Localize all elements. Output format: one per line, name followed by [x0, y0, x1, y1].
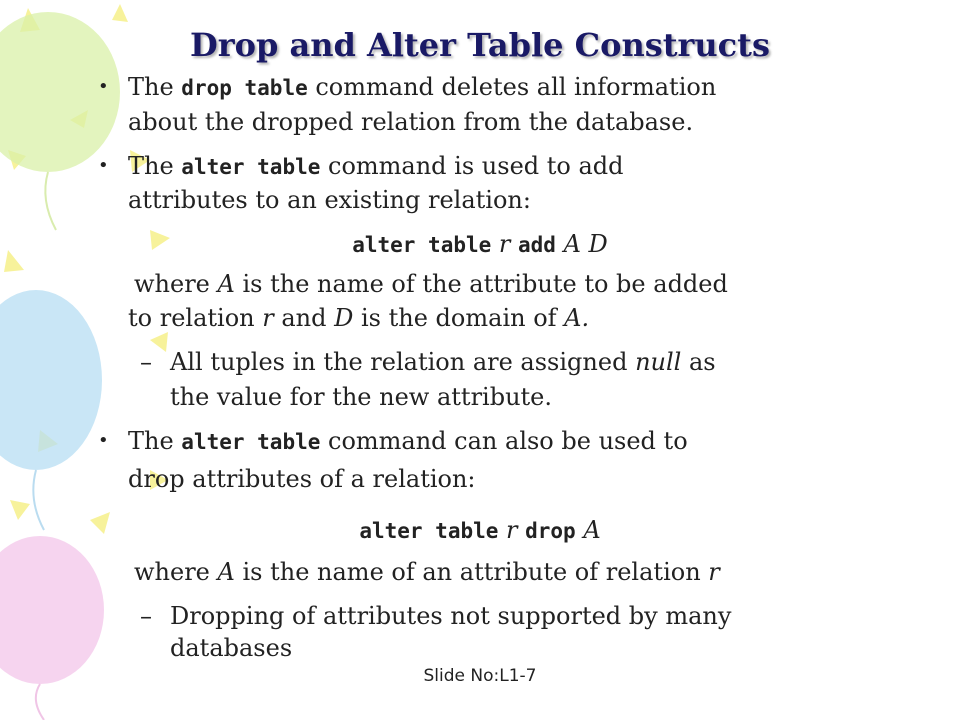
sub-bullet-1-line-2: the value for the new attribute. [170, 383, 553, 411]
keyword-alter-table: alter table [359, 519, 499, 543]
text-run: is the name of an attribute of relation [234, 558, 709, 586]
sub-bullet-2-line-2: databases [170, 634, 293, 662]
where-add-line-2 [128, 302, 589, 334]
text-run: The [128, 427, 182, 455]
where-add-line-1 [134, 268, 728, 300]
bullet-2-line-1 [128, 150, 624, 183]
var-a: A. [564, 304, 590, 332]
bullet-1-line-2: about the dropped relation from the database. [128, 108, 694, 136]
sub-bullet-2-line-1: Dropping of attributes not supported by many [170, 602, 732, 630]
bullet-1-line-1 [128, 71, 716, 104]
var-a: A [217, 270, 235, 298]
bullet-marker: • [98, 430, 109, 451]
var-d: D [334, 304, 354, 332]
dash-marker: – [140, 602, 152, 630]
bullet-marker: • [98, 76, 109, 97]
text-run: where [134, 270, 218, 298]
text-run: command is used to add [320, 152, 624, 180]
keyword-alter-table: alter table [352, 233, 492, 257]
text-run: The [128, 73, 182, 101]
var-a: A [217, 558, 235, 586]
var-r: r [491, 230, 519, 258]
keyword-drop-table: drop table [181, 76, 308, 100]
where-drop-line [134, 556, 720, 588]
balloon-pink [0, 536, 104, 684]
bullet-2-line-2: attributes to an existing relation: [128, 186, 531, 214]
keyword-alter-table: alter table [181, 430, 321, 454]
var-r: r [708, 558, 720, 586]
text-run: is the domain of [353, 304, 565, 332]
var-null: null [635, 348, 682, 376]
dash-marker: – [140, 348, 152, 376]
text-run: command can also be used to [320, 427, 688, 455]
text-run: is the name of the attribute to be added [234, 270, 728, 298]
keyword-alter-table: alter table [181, 155, 321, 179]
keyword-add: add [518, 233, 556, 257]
var-a: A [575, 516, 601, 544]
slide-title: Drop and Alter Table Constructs [190, 26, 770, 64]
text-run: where [134, 558, 218, 586]
var-r: r [498, 516, 526, 544]
var-r: r [262, 304, 274, 332]
syntax-alter-add [0, 228, 960, 261]
slide-number: Slide No:L1-7 [423, 666, 537, 686]
syntax-alter-drop [0, 514, 960, 547]
sub-bullet-1-line-1 [170, 346, 716, 378]
keyword-drop: drop [525, 519, 576, 543]
balloon-blue [0, 290, 102, 470]
text-run: as [681, 348, 716, 376]
bullet-3-line-1 [128, 425, 688, 458]
var-a-d: A D [555, 230, 608, 258]
text-run: to relation [128, 304, 263, 332]
bullet-3-line-2: drop attributes of a relation: [128, 465, 476, 493]
text-run: The [128, 152, 182, 180]
text-run: and [273, 304, 335, 332]
text-run: command deletes all information [307, 73, 717, 101]
bullet-marker: • [98, 155, 109, 176]
text-run: All tuples in the relation are assigned [170, 348, 636, 376]
